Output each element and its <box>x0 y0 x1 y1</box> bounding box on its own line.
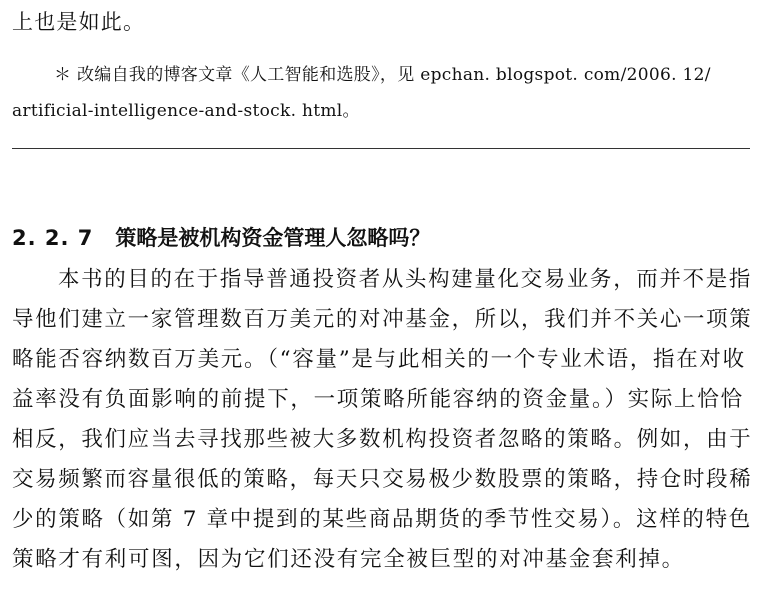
continued-text-line: 上也是如此。 <box>12 10 146 34</box>
paragraph-line: 略能否容纳数百万美元。（“容量”是与此相关的一个专业术语，指在对收 <box>12 347 746 372</box>
section-title: 策略是被机构资金管理人忽略吗？ <box>115 226 431 250</box>
section-heading <box>12 222 430 252</box>
paragraph-line: 交易频繁而容量很低的策略，每天只交易极少数股票的策略，持仓时段稀 <box>12 467 753 492</box>
paragraph-line: 导他们建立一家管理数百万美元的对冲基金，所以，我们并不关心一项策 <box>12 307 753 332</box>
section-number: 2. 2. 7 <box>12 226 94 250</box>
paragraph-line: 本书的目的在于指导普通投资者从头构建量化交易业务，而并不是指 <box>58 267 752 292</box>
paragraph-line: 策略才有利可图，因为它们还没有完全被巨型的对冲基金套利掉。 <box>12 547 685 572</box>
footnote-line-2: artificial-intelligence-and-stock. html。 <box>12 101 360 121</box>
paragraph-line: 少的策略（如第 7 章中提到的某些商品期货的季节性交易）。这样的特色 <box>12 507 752 532</box>
paragraph-line: 相反，我们应当去寻找那些被大多数机构投资者忽略的策略。例如，由于 <box>12 427 753 452</box>
section-divider <box>12 148 750 149</box>
paragraph-line: 益率没有负面影响的前提下，一项策略所能容纳的资金量。）实际上恰恰 <box>12 387 744 412</box>
footnote-line-1: ＊ 改编自我的博客文章《人工智能和选股》，见 epchan. blogspot. com/2006. 12/ <box>54 65 711 85</box>
